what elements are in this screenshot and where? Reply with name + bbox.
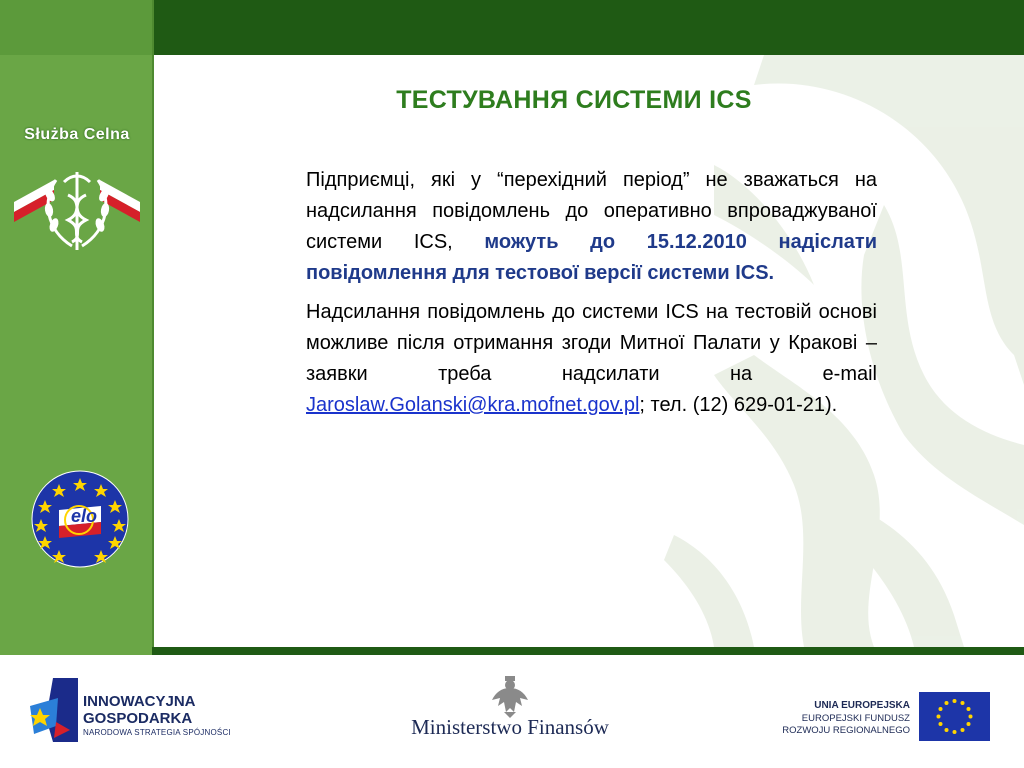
body-text — [306, 165, 877, 421]
innovation-title-line2: GOSPODARKA — [83, 710, 193, 727]
eu-flag-icon — [919, 692, 990, 741]
eu-subtitle — [770, 713, 910, 737]
innovation-logo-icon — [28, 678, 78, 742]
customs-emblem-icon — [12, 150, 142, 270]
innovation-subtitle: NARODOWA STRATEGIA SPÓJNOŚCI — [83, 728, 231, 737]
paragraph-1-emphasis: можуть до 15.12.2010 надіслати повідомлення для тестової версії системи ICS. — [306, 231, 878, 284]
polish-eagle-icon — [490, 674, 530, 718]
top-bar — [152, 0, 1024, 55]
elo-badge-text: elo — [71, 506, 98, 526]
paragraph-2 — [306, 297, 877, 421]
ministry-name: Ministerstwo Finansów — [411, 715, 609, 739]
paragraph-1 — [306, 165, 877, 289]
innovation-title-line1: INNOWACYJNA — [83, 693, 196, 710]
slide-title: ТЕСТУВАННЯ СИСТЕМИ ICS — [396, 86, 752, 114]
bottom-band — [152, 647, 1024, 655]
customs-logo — [12, 126, 142, 270]
paragraph-2-text: Надсилання повідомлень до системи ICS на тестовій основі можливе після отримання згоди Митної Палати у Кракові – заявки треба надсилати на e-mail — [306, 301, 877, 385]
elo-eu-badge-icon — [31, 470, 129, 568]
eu-subtitle-line1: EUROPEJSKI FUNDUSZ — [801, 713, 910, 724]
paragraph-2-tail: ; тел. (12) 629-01-21). — [639, 394, 838, 416]
sidebar-top — [0, 0, 152, 55]
customs-logo-text: Służba Celna — [24, 126, 130, 143]
eu-title: UNIA EUROPEJSKA — [814, 700, 910, 711]
email-link[interactable]: Jaroslaw.Golanski@kra.mofnet.gov.pl — [306, 394, 640, 416]
paragraph-1-text: Підприємці, які у “перехідний період” не зважаться на надсилання повідомлень до оперативно впроваджуваної системи ICS, — [306, 169, 877, 253]
eu-subtitle-line2: ROZWOJU REGIONALNEGO — [782, 725, 910, 736]
innovation-title — [83, 693, 196, 727]
